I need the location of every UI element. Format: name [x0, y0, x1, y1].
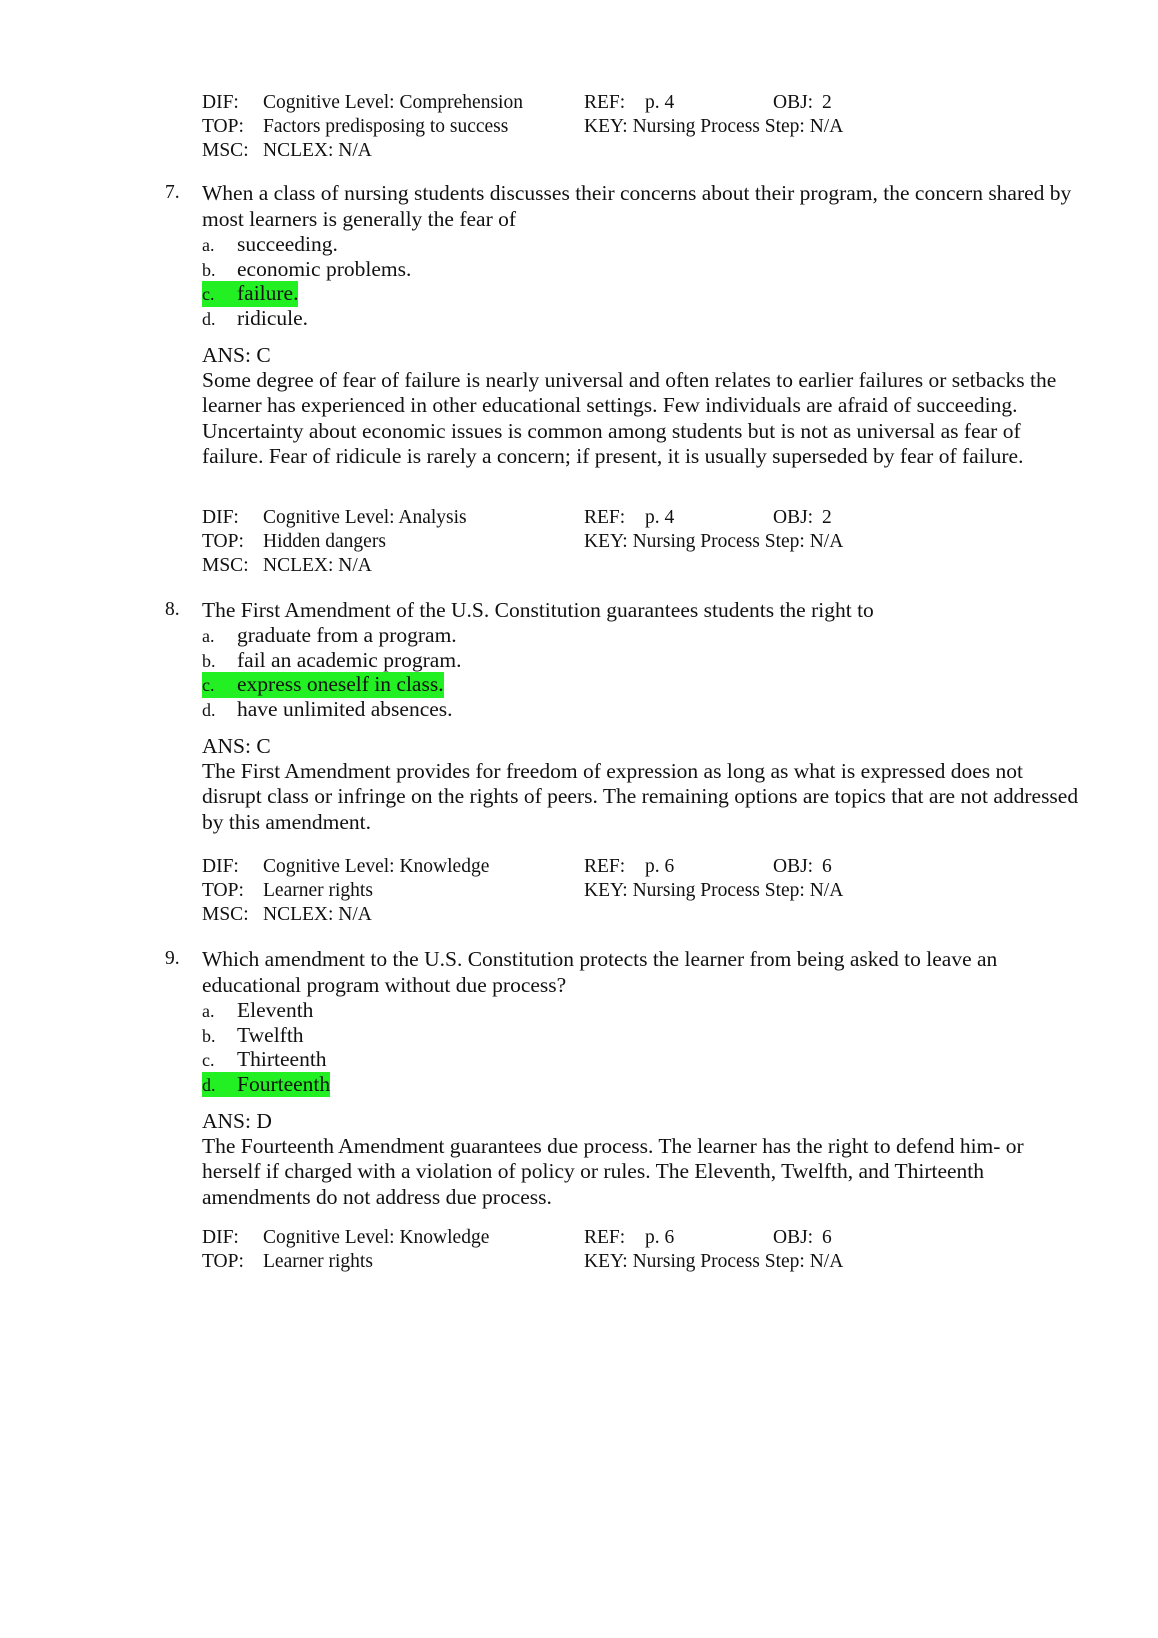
- option-letter: d.: [202, 1074, 216, 1095]
- answer-options: [202, 232, 1085, 330]
- dif-value: Cognitive Level: Analysis: [263, 507, 467, 528]
- option-text: Eleventh: [237, 998, 314, 1022]
- option-text: have unlimited absences.: [237, 696, 453, 721]
- question-stem: [165, 946, 1085, 998]
- option-text: failure.: [237, 281, 299, 305]
- option-d-correct: [202, 1072, 1085, 1097]
- msc-value: NCLEX: N/A: [263, 555, 372, 576]
- option-d: [202, 697, 1085, 722]
- ref-value: p. 6: [645, 856, 675, 877]
- option-letter: b.: [202, 1025, 216, 1046]
- option-letter: d.: [202, 308, 216, 329]
- option-c-correct: [202, 281, 1085, 306]
- msc-value: NCLEX: N/A: [263, 904, 372, 925]
- answer-label: ANS:: [202, 1109, 251, 1133]
- option-text: economic problems.: [237, 256, 412, 281]
- answer-key: [202, 734, 1085, 759]
- question-9-metadata: [202, 1226, 922, 1274]
- question-stem: [165, 180, 1085, 232]
- answer-options: [202, 623, 1085, 721]
- key-label: KEY:: [584, 116, 628, 137]
- ref-label: REF:: [584, 1227, 626, 1248]
- answer-label: ANS:: [202, 734, 251, 758]
- question-7: [165, 180, 1085, 469]
- option-a: [202, 623, 1085, 648]
- option-text: succeeding.: [237, 232, 338, 256]
- top-label: TOP:: [202, 1251, 244, 1272]
- question-8-metadata: [202, 855, 922, 927]
- ref-value: p. 4: [645, 507, 675, 528]
- key-label: KEY:: [584, 880, 628, 901]
- answer-value: D: [256, 1109, 272, 1133]
- answer-value: C: [256, 734, 271, 758]
- obj-value: 2: [822, 507, 832, 528]
- question-number: 8.: [165, 599, 180, 620]
- option-text: Fourteenth: [237, 1071, 331, 1096]
- rationale: The Fourteenth Amendment guarantees due process. The learner has the right to defend him- or herself if charged with a violation of policy or rules. The Eleventh, Twelfth, and Thirteenth amendments do not address due process.: [202, 1134, 1024, 1209]
- dif-label: DIF:: [202, 507, 239, 528]
- top-value: Learner rights: [263, 880, 373, 901]
- option-letter: a.: [202, 235, 215, 255]
- msc-value: NCLEX: N/A: [263, 140, 372, 161]
- ref-value: p. 4: [645, 92, 675, 113]
- key-label: KEY:: [584, 531, 628, 552]
- answer-key: [202, 343, 1085, 368]
- dif-value: Cognitive Level: Knowledge: [263, 856, 490, 877]
- top-label: TOP:: [202, 880, 244, 901]
- question-9: [165, 946, 1085, 1210]
- key-value: Nursing Process Step: N/A: [632, 116, 844, 137]
- obj-label: OBJ:: [773, 1227, 814, 1248]
- option-text: fail an academic program.: [237, 647, 462, 672]
- question-6-metadata: [202, 91, 922, 163]
- obj-value: 6: [822, 1227, 832, 1248]
- option-text: graduate from a program.: [237, 623, 457, 647]
- obj-label: OBJ:: [773, 92, 814, 113]
- question-text: The First Amendment of the U.S. Constitution guarantees students the right to: [202, 598, 874, 622]
- obj-label: OBJ:: [773, 856, 814, 877]
- question-number: 7.: [165, 182, 180, 203]
- top-value: Hidden dangers: [263, 531, 386, 552]
- dif-label: DIF:: [202, 92, 239, 113]
- dif-value: Cognitive Level: Knowledge: [263, 1227, 490, 1248]
- option-text: ridicule.: [237, 305, 309, 330]
- top-value: Factors predisposing to success: [263, 116, 509, 137]
- option-c: [202, 1047, 1085, 1072]
- question-number: 9.: [165, 948, 180, 969]
- answer-label: ANS:: [202, 343, 251, 367]
- top-label: TOP:: [202, 116, 244, 137]
- rationale: The First Amendment provides for freedom of expression as long as what is expressed does not disrupt class or infringe on the rights of peers. The remaining options are topics that are not addressed by this amendment.: [202, 759, 1079, 834]
- option-text: express oneself in class.: [237, 672, 444, 696]
- ref-label: REF:: [584, 507, 626, 528]
- question-7-metadata: [202, 506, 922, 578]
- option-text: Twelfth: [237, 1022, 304, 1047]
- top-value: Learner rights: [263, 1251, 373, 1272]
- option-letter: a.: [202, 1001, 215, 1021]
- obj-value: 6: [822, 856, 832, 877]
- option-letter: a.: [202, 626, 215, 646]
- key-label: KEY:: [584, 1251, 628, 1272]
- key-value: Nursing Process Step: N/A: [632, 1251, 844, 1272]
- option-b: [202, 1023, 1085, 1048]
- obj-value: 2: [822, 92, 832, 113]
- rationale: Some degree of fear of failure is nearly universal and often relates to earlier failures or setbacks the learner has experienced in other educational settings. Few individuals are afraid of succeeding. Uncertainty about economic issues is common among students but is not as universal as fear of failure. Fear of ridicule is rarely a concern; if present, it is usually superseded by fear of failure.: [202, 368, 1057, 468]
- key-value: Nursing Process Step: N/A: [632, 880, 844, 901]
- option-letter: b.: [202, 650, 216, 671]
- key-field: [584, 879, 843, 903]
- question-8: [165, 597, 1085, 835]
- option-a: [202, 232, 1085, 257]
- key-field: [584, 115, 843, 139]
- ref-label: REF:: [584, 856, 626, 877]
- dif-label: DIF:: [202, 1227, 239, 1248]
- option-letter: c.: [202, 284, 215, 304]
- obj-label: OBJ:: [773, 507, 814, 528]
- msc-label: MSC:: [202, 555, 249, 576]
- ref-value: p. 6: [645, 1227, 675, 1248]
- question-stem: [165, 597, 1085, 623]
- question-text: When a class of nursing students discusses their concerns about their program, the concern shared by most learners is generally the fear of: [202, 181, 1072, 231]
- key-field: [584, 1250, 843, 1274]
- dif-label: DIF:: [202, 856, 239, 877]
- key-field: [584, 530, 843, 554]
- option-b: [202, 648, 1085, 673]
- top-label: TOP:: [202, 531, 244, 552]
- answer-key: [202, 1109, 1085, 1134]
- question-text: Which amendment to the U.S. Constitution protects the learner from being asked to leave an educational program without due process?: [202, 947, 998, 997]
- option-letter: c.: [202, 675, 215, 695]
- option-letter: b.: [202, 259, 216, 280]
- option-letter: d.: [202, 699, 216, 720]
- ref-label: REF:: [584, 92, 626, 113]
- dif-value: Cognitive Level: Comprehension: [263, 92, 523, 113]
- option-d: [202, 306, 1085, 331]
- answer-options: [202, 998, 1085, 1096]
- option-text: Thirteenth: [237, 1047, 327, 1071]
- msc-label: MSC:: [202, 904, 249, 925]
- option-a: [202, 998, 1085, 1023]
- option-b: [202, 257, 1085, 282]
- option-c-correct: [202, 672, 1085, 697]
- option-letter: c.: [202, 1050, 215, 1070]
- msc-label: MSC:: [202, 140, 249, 161]
- key-value: Nursing Process Step: N/A: [632, 531, 844, 552]
- answer-value: C: [256, 343, 271, 367]
